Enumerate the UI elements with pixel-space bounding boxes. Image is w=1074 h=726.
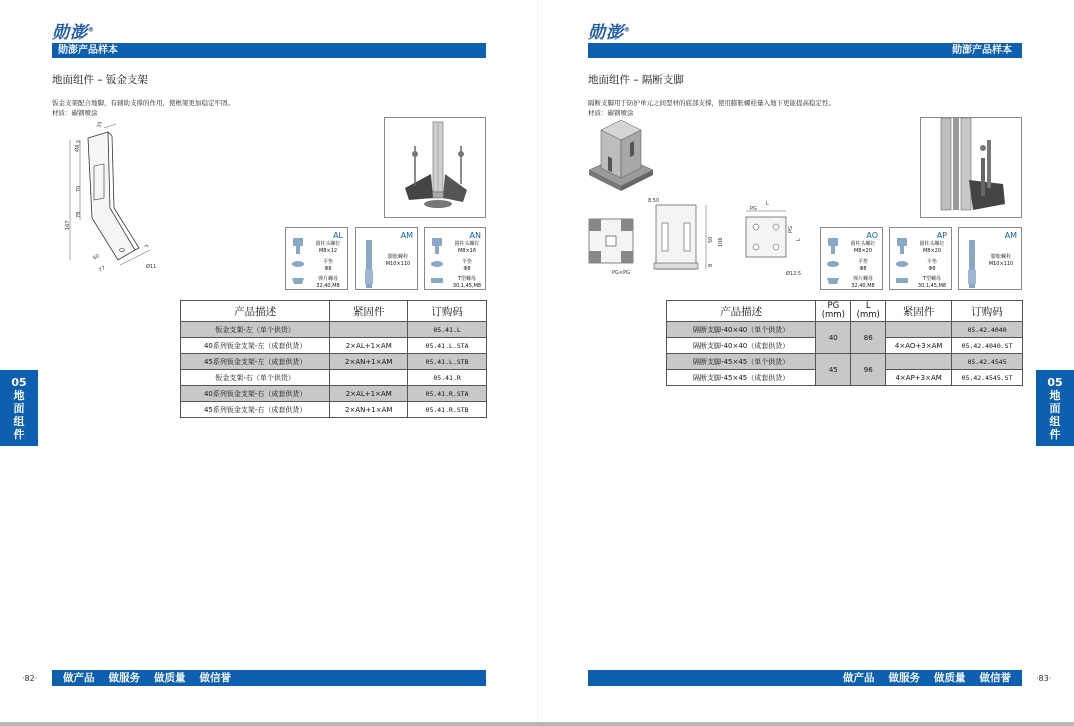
part-box-an: AN 圆柱头螺钉 M8×16 平垫 Φ8 T型螺母 30,1,45,M8 [424,227,486,290]
table-row: 隔断支脚-45×45（成套供货） 4×AP+3×AM 05.42.4545.ST [667,370,1023,386]
product-photo-partition [920,117,1022,218]
brand-logo-left: 勋澎® [52,23,95,43]
footer-bar-right: 做产品 做服务 做质量 做信誉 [588,670,1022,686]
dim-a6: PG [750,206,757,212]
table-row: 隔断支脚-40×40（成套供货） 4×AO+3×AM 05.42.4040.ST [667,338,1023,354]
part-code-am: AM [400,231,413,240]
part-code-ao: AO [866,231,878,240]
partition-foot-render [587,120,655,192]
dim-d1: Ø8.5 [74,139,83,153]
description-left: 钣金支架配合地脚，有辅助支撑的作用，使框架更加稳定牢固。 [52,99,234,107]
bottom-edge [0,722,1074,726]
pg-cell: 40 [816,322,851,354]
th-code: 订购码 [952,301,1023,322]
dim-a2: PG×PG [612,270,630,276]
table-row: 隔断支脚-40×40（单个供货） 40 86 05.42.4040 [667,322,1023,338]
screw-icon [291,238,305,286]
order-table-right [666,300,1023,386]
dim-a5: 8 [708,263,714,267]
dim-d4: 78 [76,211,82,218]
table-row: 钣金支架-右（单个供货） 05.41.R [181,370,487,386]
th-fastener: 紧固件 [886,301,952,322]
part-code-am-right: AM [1004,231,1017,240]
dim-a4: 106 [718,237,724,247]
dim-d8: 77 [98,265,107,274]
part-box-am: AM 膨胀螺栓 M10×110 [355,227,418,290]
th-fastener: 紧固件 [330,301,408,322]
part-code-an: AN [469,231,481,240]
partition-foot-drawing [588,195,803,280]
table-row: 40系列钣金支架-左（成套供货） 2×AL+1×AM 05.41.L.STA [181,338,487,354]
footer-bar-left: 做产品 做服务 做质量 做信誉 [52,670,486,686]
dim-a1: 8.50 [648,198,660,204]
l-cell: 86 [851,322,886,354]
table-row: 隔断支脚-45×45（单个供货） 45 96 05.42.4545 [667,354,1023,370]
dim-a9: PG [788,226,794,233]
th-l: L (mm) [851,301,886,322]
header-bar-left: 勋澎产品样本 [52,43,486,58]
th-code: 订购码 [408,301,487,322]
dim-d2: 35 [96,120,104,129]
part-code-al: AL [333,231,343,240]
product-photo-bracket [384,117,486,218]
part-code-ap: AP [936,231,947,240]
dim-d5: 167 [65,220,71,230]
dim-a7: L [766,201,769,207]
th-desc: 产品描述 [667,301,816,322]
l-cell: 96 [851,354,886,386]
order-table-left [180,300,487,418]
dim-d7: 40 [92,253,101,262]
material-right: 材质：碳钢喷涂 [588,109,634,117]
pg-cell: 45 [816,354,851,386]
part-box-am-right: AM 膨胀螺栓 M10×110 [958,227,1022,290]
material-left: 材质：碳钢喷涂 [52,109,98,117]
th-pg: PG (mm) [816,301,851,322]
expansion-bolt-icon [364,240,374,288]
screw-icon [895,238,909,286]
section-title-left: 地面组件 – 钣金支架 [52,74,148,86]
side-tab-right: 05 地 面 组 件 [1036,370,1074,446]
screw-icon [826,238,840,286]
dim-a8: Ø12.5 [786,271,802,277]
table-row: 45系列钣金支架-右（成套供货） 2×AN+1×AM 05.41.R.STB [181,402,487,418]
table-row: 45系列钣金支架-左（成套供货） 2×AN+1×AM 05.41.L.STB [181,354,487,370]
page-number-left: ·82· [22,674,38,683]
dim-a3: 50 [708,236,714,243]
part-box-al: AL 圆柱头螺钉 M8×12 平垫 Φ8 弹片螺母 32,40,M8 [285,227,348,290]
expansion-bolt-icon [967,240,977,288]
dim-d9: Ø11 [146,264,157,270]
description-right: 隔断支脚用于防护单元之间型材的底部支撑，使用膨胀螺栓量入地下更能提高稳定性。 [588,99,835,107]
section-title-right: 地面组件 – 隔断支脚 [588,74,684,86]
table-row: 钣金支架-左（单个供货） 05.41.L [181,322,487,338]
table-row: 40系列钣金支架-右（成套供货） 2×AL+1×AM 05.41.R.STA [181,386,487,402]
page-number-right: ·83· [1036,674,1052,683]
bracket-drawing [60,120,180,275]
brand-logo-right: 勋澎® [588,23,631,43]
side-tab-left: 05 地 面 组 件 [0,370,38,446]
screw-icon [430,238,444,286]
th-desc: 产品描述 [181,301,330,322]
header-bar-right: 勋澎产品样本 [588,43,1022,58]
page-gutter [537,0,538,726]
dim-d6: 3 [144,244,151,249]
part-box-ap: AP 圆柱头螺钉 M8×20 平垫 Φ8 T型螺母 30,1,45,M8 [889,227,952,290]
part-box-ao: AO 圆柱头螺钉 M8×20 平垫 Φ8 弹片螺母 32,40,M8 [820,227,883,290]
dim-d3: 70 [76,185,82,192]
dim-a10: L [796,238,802,241]
